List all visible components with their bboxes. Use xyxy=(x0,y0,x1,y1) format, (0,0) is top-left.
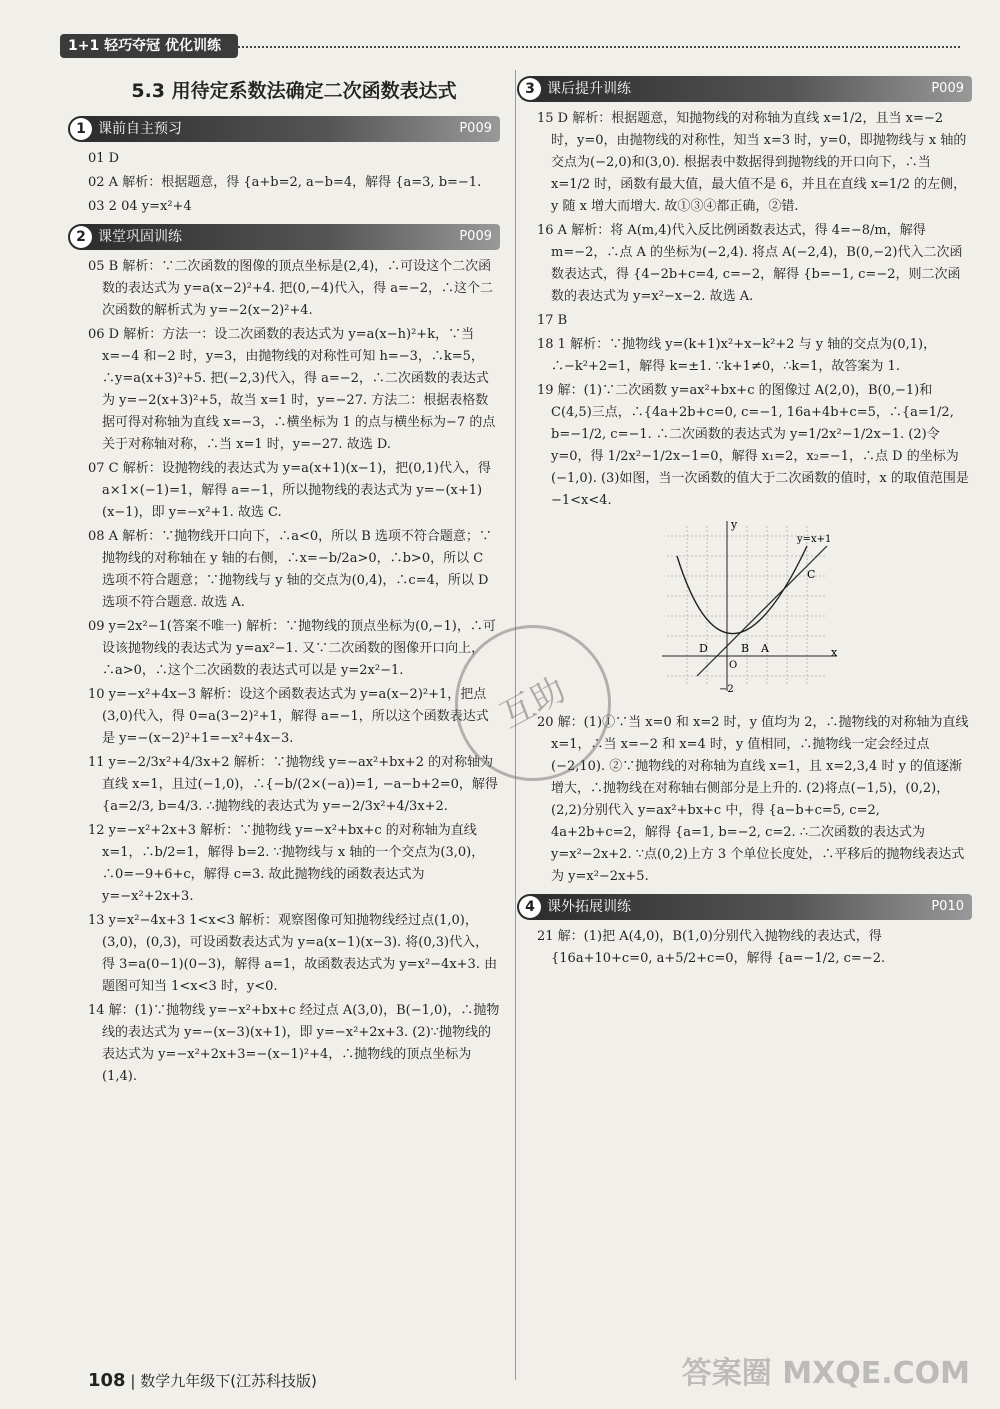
y-axis-label: y xyxy=(731,518,738,531)
answer-item: 17 B xyxy=(537,313,568,328)
answer-item: 14 解：(1)∵抛物线 y=−x²+bx+c 经过点 A(3,0)，B(−1,0)，∴抛物线的表达式为 y=−(x−3)(x+1)，即 y=−x²+2x+3. (2)∵抛物线的表达式为 y=−x²+2x+3=−(x−1)²+4，∴抛物线的顶点坐标为(1,4). xyxy=(88,1003,500,1084)
answer-item: 21 解：(1)把 A(4,0)，B(1,0)分别代入抛物线的表达式，得 {16a+10+c=0, a+5/2+c=0，解得 {a=−1/2, c=−2. xyxy=(537,929,886,966)
section-page: P009 xyxy=(931,81,964,96)
function-graph xyxy=(657,516,972,704)
left-column xyxy=(76,70,500,1090)
answer-item: 09 y=2x²−1(答案不唯一) 解析：∵抛物线的顶点坐标为(0,−1)，∴可设该抛物线的表达式为 y=ax²−1. 又∵二次函数的图像开口向上，∴a>0，∴这个二次函数的表达式可以是 y=2x²−1. xyxy=(88,619,496,678)
section-bar-1 xyxy=(68,116,500,142)
section-number: 3 xyxy=(519,78,541,100)
section-number: 2 xyxy=(70,226,92,248)
stamp-mark: 互助 xyxy=(428,598,639,809)
x-axis-label: x xyxy=(831,646,838,659)
answer-item: 02 A 解析：根据题意，得 {a+b=2, a−b=4，解得 {a=3, b=−1. xyxy=(88,175,482,190)
answer-item: 08 A 解析：∵抛物线开口向下，∴a<0，所以 B 选项不符合题意；∵抛物线的对称轴在 y 轴的右侧，∴x=−b/2a>0，∴b>0，所以 C 选项不符合题意；∵抛物线与 y 轴的交点为(0,4)，∴c=4，所以 D 选项不符合题意. 故选 A. xyxy=(88,529,492,610)
y-min-label: −2 xyxy=(719,684,734,695)
section-label: 课后提升训练 xyxy=(547,81,631,97)
answer-item: 19 解：(1)∵二次函数 y=ax²+bx+c 的图像过 A(2,0)，B(0,−1)和 C(4,5)三点，∴{4a+2b+c=0, c=−1, 16a+4b+c=5，∴{a=1/2, b=−1/2, c=−1. ∴二次函数的表达式为 y=1/2x²−1/2x−1. (2)令 y=0，得 1/2x²−1/2x−1=0，解得 x₁=2，x₂=−1，∴点 D 的坐标为(−1,0). (3)如图，当一次函数的值大于二次函数的值时，x 的取值范围是−1<x<4. xyxy=(537,383,969,508)
point-label: D xyxy=(699,642,708,655)
section-label: 课堂巩固训练 xyxy=(98,229,182,245)
page-header xyxy=(60,34,960,60)
section-label: 课前自主预习 xyxy=(98,121,182,137)
graph-svg xyxy=(657,516,847,696)
point-label: B xyxy=(741,642,750,655)
answer-item: 06 D 解析：方法一：设二次函数的表达式为 y=a(x−h)²+k，∵当 x=−4 和−2 时，y=3，由抛物线的对称性可知 h=−3，∴k=5，∴y=a(x+3)²+5. 把(−2,3)代入，得 a=−2，∴二次函数的表达式为 y=−2(x+3)²+5，故当 x=1 时，y=−27. 方法二：根据表格数据可得对称轴为直线 x=−3，∴横坐标为 1 的点与横坐标为−7 的点关于对称轴对称，∴当 x=1 时，y=−27. 故选 D. xyxy=(88,327,496,452)
line-label: y=x+1 xyxy=(797,534,832,545)
page-number: 108 xyxy=(88,1370,126,1391)
section-page: P010 xyxy=(931,899,964,914)
answer-item: 05 B 解析：∵二次函数的图像的顶点坐标是(2,4)，∴可设这个二次函数的表达式为 y=a(x−2)²+4. 把(0,−4)代入，得 a=−2，∴这个二次函数的解析式为 y=−2(x−2)²+4. xyxy=(88,259,494,318)
answer-item: 11 y=−2/3x²+4/3x+2 解析：∵抛物线 y=−ax²+bx+2 的对称轴为直线 x=1，且过(−1,0)，∴{−b/(2×(−a))=1, −a−b+2=0，解得 {a=2/3, b=4/3. ∴抛物线的表达式为 y=−2/3x²+4/3x+2. xyxy=(88,755,498,814)
section-page: P009 xyxy=(459,229,492,244)
answer-item: 13 y=x²−4x+3 1<x<3 解析：观察图像可知抛物线经过点(1,0)，(3,0)，(0,3)，可设函数表达式为 y=a(x−1)(x−3). 将(0,3)代入，得 3=a(0−1)(0−3)，解得 a=1，故函数表达式为 y=x²−4x+3. 由题图可知当 1<x<3 时，y<0. xyxy=(88,913,498,994)
answer-item: 10 y=−x²+4x−3 解析：设这个函数表达式为 y=a(x−2)²+1，把点(3,0)代入，得 0=a(3−2)²+1，解得 a=−1，所以这个函数表达式是 y=−(x−2)²+1=−x²+4x−3. xyxy=(88,687,489,746)
answer-item: 03 2 04 y=x²+4 xyxy=(88,199,192,214)
section-page: P009 xyxy=(459,121,492,136)
page-footer xyxy=(88,1370,317,1391)
section-bar-3 xyxy=(517,76,972,102)
page-title: 5.3 用待定系数法确定二次函数表达式 xyxy=(131,80,457,102)
header-divider xyxy=(235,46,960,48)
section-bar-2 xyxy=(68,224,500,250)
watermark-logo: 答案圈 MXQE.COM xyxy=(681,1356,970,1391)
section-bar-4 xyxy=(517,894,972,920)
answer-item: 18 1 解析：∵抛物线 y=(k+1)x²+x−k²+2 与 y 轴的交点为(0,1)，∴−k²+2=1，解得 k=±1. ∵k+1≠0，∴k=1，故答案为 1. xyxy=(537,337,937,374)
answer-item: 20 解：(1)①∵当 x=0 和 x=2 时，y 值均为 2，∴抛物线的对称轴为直线 x=1，∴当 x=−2 和 x=4 时，y 值相同，∴抛物线一定会经过点(−2,10). ②∵抛物线的对称轴为直线 x=1，且 x=2,3,4 时 y 的值逐渐增大，∴抛物线在对称轴右侧部分是上升的. (2)将点(−1,5)，(0,2)，(2,2)分别代入 y=ax²+bx+c 中，得 {a−b+c=5, c=2, 4a+2b+c=2，解得 {a=1, b=−2, c=2. ∴二次函数的表达式为 y=x²−2x+2. ∵点(0,2)上方 3 个单位长度处，∴平移后的抛物线表达式为 y=x²−2x+5. xyxy=(537,715,969,884)
brand-logo: 1+1 轻巧夺冠 优化训练 xyxy=(60,34,238,58)
answer-item: 07 C 解析：设抛物线的表达式为 y=a(x+1)(x−1)，把(0,1)代入，得 a×1×(−1)=1，解得 a=−1，所以抛物线的表达式为 y=−(x+1)(x−1)，即 y=−x²+1. 故选 C. xyxy=(88,461,491,520)
section-number: 4 xyxy=(519,896,541,918)
point-label: A xyxy=(761,642,769,655)
point-label: C xyxy=(807,568,816,581)
footer-subject: 数学九年级下(江苏科技版) xyxy=(140,1372,317,1390)
answer-item: 01 D xyxy=(88,151,120,166)
origin-label: O xyxy=(729,660,738,671)
answer-item: 15 D 解析：根据题意，知抛物线的对称轴为直线 x=1/2，且当 x=−2 时，y=0，由抛物线的对称性，知当 x=3 时，y=0，即抛物线与 x 轴的交点为(−2,0)和(3,0). 根据表中数据得到抛物线的开口向下，∴当 x=1/2 时，函数有最大值，最大值不是 6，并且在直线 x=1/2 的左侧，y 随 x 增大而增大. 故①③④都正确，②错. xyxy=(537,111,967,214)
section-label: 课外拓展训练 xyxy=(547,899,631,915)
answer-item: 16 A 解析：将 A(m,4)代入反比例函数表达式，得 4=−8/m，解得 m=−2，∴点 A 的坐标为(−2,4). 将点 A(−2,4)，B(0,−2)代入二次函数表达式，得 {4−2b+c=4, c=−2，解得 {b=−1, c=−2，则二次函数的表达式为 y=x²−x−2. 故选 A. xyxy=(537,223,963,304)
footer-divider: | xyxy=(130,1372,136,1390)
answer-item: 12 y=−x²+2x+3 解析：∵抛物线 y=−x²+bx+c 的对称轴为直线 x=1，∴b/2=1，解得 b=2. ∵抛物线与 x 轴的一个交点为(3,0)，∴0=−9+6+c，解得 c=3. 故此抛物线的函数表达式为 y=−x²+2x+3. xyxy=(88,823,485,904)
section-number: 1 xyxy=(70,118,92,140)
